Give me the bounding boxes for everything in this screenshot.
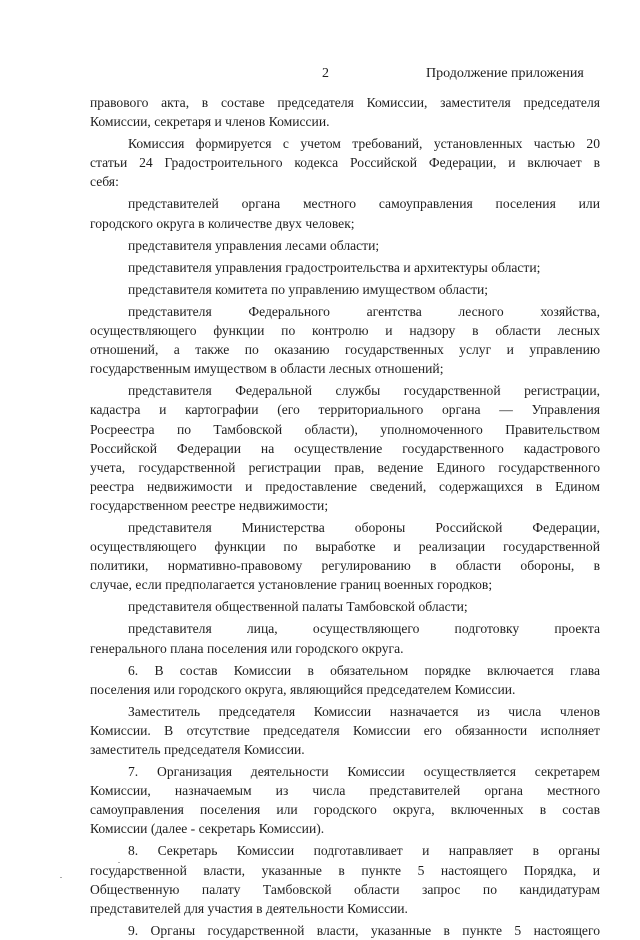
text-line: генерального плана поселения или городского округа. — [90, 640, 404, 656]
text-line: Комиссии, назначаемым из числа представителей органа местного — [90, 783, 600, 799]
text-line: случае, если предполагается установление границ военных городков; — [90, 577, 493, 593]
paragraph — [90, 302, 600, 378]
text-line: Российской Федерации на осуществление государственного кадастрового — [90, 440, 600, 456]
text-line: правового акта, в составе председателя Комиссии, заместителя председателя — [90, 95, 600, 110]
paragraph — [90, 597, 600, 616]
text-line: 7. Организация деятельности Комиссии осуществляется секретарем — [128, 764, 600, 780]
text-line: представителя общественной палаты Тамбовской области; — [128, 599, 468, 615]
paragraph — [90, 518, 600, 594]
paragraph — [90, 619, 600, 657]
text-line: самоуправления поселения или городского округа, включенных в состав — [90, 802, 600, 818]
paragraph — [90, 258, 600, 277]
text-line: представителя Федерального агентства лесного хозяйства, — [128, 303, 600, 319]
text-line: представителя Федеральной службы государственной регистрации, — [128, 383, 600, 399]
text-line: 6. В состав Комиссии в обязательном порядке включается глава — [128, 662, 600, 678]
text-line: государственным имуществом в области лесных отношений; — [90, 361, 444, 377]
text-line: политики, нормативно-правовому регулированию в области обороны, в — [90, 558, 600, 574]
text-line: статьи 24 Градостроительного кодекса Российской Федерации, и включает в — [90, 155, 600, 171]
paragraph — [90, 381, 600, 515]
text-line: 9. Органы государственной власти, указанные в пункте 5 настоящего — [128, 922, 600, 938]
text-line: поселения или городского округа, являющийся председателем Комиссии. — [90, 681, 516, 697]
text-line: Комиссии (далее - секретарь Комиссии). — [90, 821, 325, 837]
text-line: Росреестра по Тамбовской области), уполномоченного Правительством — [90, 421, 600, 437]
text-line: Комиссии, секретаря и членов Комиссии. — [90, 114, 330, 130]
text-line: представителей органа местного самоуправления поселения или — [128, 196, 600, 212]
text-line: Комиссии. В отсутствие председателя Комиссии его обязанности исполняет — [90, 722, 600, 738]
text-line: Комиссия формируется с учетом требований, установленных частью 20 — [128, 136, 600, 152]
paragraph — [90, 280, 600, 299]
text-line: Общественную палату Тамбовской области запрос по кандидатурам — [90, 881, 600, 897]
document-body — [90, 93, 600, 940]
paragraph — [90, 93, 600, 131]
paragraph — [90, 841, 600, 917]
page-number: 2 — [322, 66, 329, 81]
text-line: государственной власти, указанные в пункте 5 настоящего Порядка, и — [90, 862, 600, 878]
text-line: осуществляющего функции по контролю и надзору в области лесных — [90, 323, 600, 339]
paragraph — [90, 702, 600, 759]
text-line: осуществляющего функции по выработке и реализации государственной — [90, 539, 600, 555]
text-line: представителя лица, осуществляющего подготовку проекта — [128, 621, 600, 637]
text-line: представителя управления лесами области; — [128, 237, 380, 253]
text-line: представителя управления градостроительства и архитектуры области; — [128, 259, 541, 275]
scan-speck — [118, 862, 120, 863]
text-line: государственном реестре недвижимости; — [90, 497, 329, 513]
text-line: 8. Секретарь Комиссии подготавливает и направляет в органы — [128, 843, 600, 859]
paragraph — [90, 921, 600, 940]
text-line: отношений, а также по оказанию государственных услуг и управлению — [90, 342, 600, 358]
paragraph — [90, 661, 600, 699]
text-line: городского округа в количестве двух человек; — [90, 215, 355, 231]
text-line: реестра недвижимости и предоставление сведений, содержащихся в Едином — [90, 478, 600, 494]
appendix-continuation-label: Продолжение приложения — [426, 66, 584, 81]
text-line: себя: — [90, 174, 119, 190]
scan-speck — [60, 877, 62, 878]
paragraph — [90, 194, 600, 232]
text-line: представителей для участия в деятельности Комиссии. — [90, 900, 408, 916]
text-line: Заместитель председателя Комиссии назначается из числа членов — [128, 703, 600, 719]
text-line: учета, государственной регистрации прав, ведение Единого государственного — [90, 459, 600, 475]
paragraph — [90, 134, 600, 191]
text-line: заместитель председателя Комиссии. — [90, 742, 305, 757]
text-line: представителя Министерства обороны Российской Федерации, — [128, 519, 600, 535]
text-line: кадастра и картографии (его территориального органа — Управления — [90, 402, 600, 418]
paragraph — [90, 236, 600, 255]
paragraph — [90, 762, 600, 838]
text-line: представителя комитета по управлению имуществом области; — [128, 281, 489, 297]
